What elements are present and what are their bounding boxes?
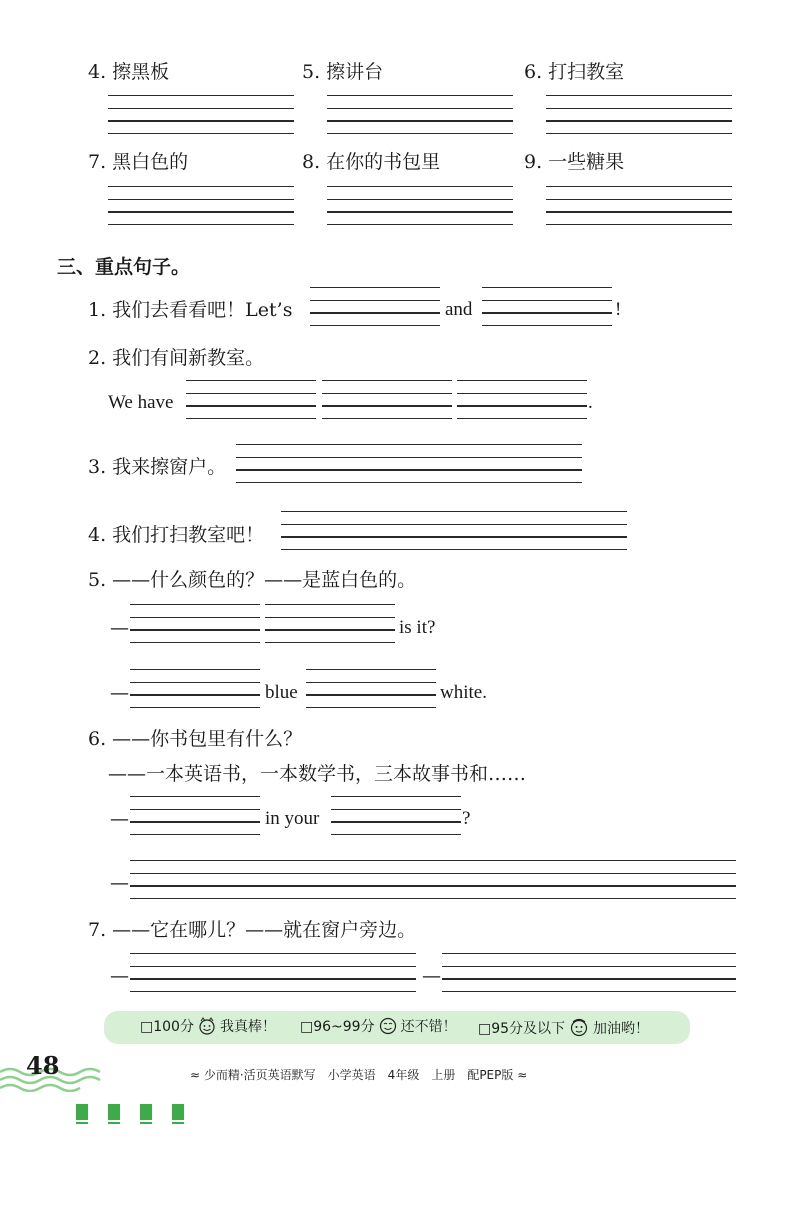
- q5-dash-1: —: [110, 617, 129, 639]
- cheer-face-icon: [568, 1017, 590, 1043]
- q1-blank-2[interactable]: [482, 287, 612, 325]
- q2-blank-3[interactable]: [457, 380, 587, 418]
- q7-dash-1: —: [110, 965, 129, 987]
- vocab-blank-5[interactable]: [327, 95, 513, 133]
- q6-blank-2[interactable]: [331, 796, 461, 834]
- score-item-100[interactable]: [140, 1017, 276, 1041]
- q1-prompt: 1. 我们去看看吧！Let’s: [88, 299, 293, 321]
- green-square-1: [76, 1104, 88, 1120]
- green-square-2: [108, 1104, 120, 1120]
- star-face-icon: [197, 1017, 217, 1041]
- vocab-blank-8[interactable]: [327, 186, 513, 224]
- q6-dash-2: —: [110, 872, 129, 894]
- q7-blank-2[interactable]: [442, 953, 736, 991]
- q4-prompt: 4. 我们打扫教室吧！: [88, 524, 265, 546]
- q6-blank-3[interactable]: [130, 860, 736, 898]
- q2-blank-2[interactable]: [322, 380, 452, 418]
- q5-dash-2: —: [110, 682, 129, 704]
- wave-decoration-icon: [0, 1060, 120, 1092]
- score-label-100: □100分: [140, 1019, 194, 1035]
- score-text-100: 我真棒！: [219, 1019, 276, 1035]
- q6-prompt: 6. ——你书包里有什么？: [88, 728, 303, 750]
- q5-blank-3[interactable]: [130, 669, 260, 707]
- vocab-blank-4[interactable]: [108, 95, 294, 133]
- q1-blank-1[interactable]: [310, 287, 440, 325]
- q5-is-it: is it?: [399, 617, 436, 638]
- footer-text: ≈ 少而精·活页英语默写 小学英语 4年级 上册 配PEP版 ≈: [190, 1068, 528, 1082]
- score-item-96[interactable]: [300, 1017, 457, 1041]
- q6-blank-1[interactable]: [130, 796, 260, 834]
- vocab-label-6: 6. 打扫教室: [524, 61, 625, 83]
- q2-end: .: [588, 392, 593, 413]
- section-heading: 三、重点句子。: [57, 256, 191, 278]
- vocab-blank-9[interactable]: [546, 186, 732, 224]
- q6-in-your: in your: [265, 808, 320, 829]
- q6-answer: ——一本英语书，一本数学书，三本故事书和……: [108, 763, 527, 785]
- vocab-label-5: 5. 擦讲台: [302, 61, 384, 83]
- q5-blue: blue: [265, 682, 298, 703]
- q2-prompt: 2. 我们有间新教室。: [88, 347, 265, 369]
- q7-prompt: 7. ——它在哪儿？——就在窗户旁边。: [88, 919, 417, 941]
- vocab-blank-6[interactable]: [546, 95, 732, 133]
- smile-face-icon: [378, 1017, 398, 1041]
- q5-prompt: 5. ——什么颜色的？——是蓝白色的。: [88, 569, 417, 591]
- q4-blank[interactable]: [281, 511, 627, 549]
- score-bar: [104, 1011, 690, 1044]
- q2-blank-1[interactable]: [186, 380, 316, 418]
- q5-blank-4[interactable]: [306, 669, 436, 707]
- q5-white: white.: [440, 682, 487, 703]
- vocab-label-4: 4. 擦黑板: [88, 61, 170, 83]
- green-square-4: [172, 1104, 184, 1120]
- score-text-96: 还不错！: [400, 1019, 457, 1035]
- q6-end: ?: [462, 808, 471, 829]
- q5-blank-1[interactable]: [130, 604, 260, 642]
- q7-dash-2: —: [422, 965, 441, 987]
- score-label-95: □95分及以下: [478, 1021, 566, 1037]
- q1-end: !: [615, 299, 622, 320]
- q6-dash-1: —: [110, 808, 129, 830]
- vocab-blank-7[interactable]: [108, 186, 294, 224]
- q7-blank-1[interactable]: [130, 953, 416, 991]
- vocab-label-7: 7. 黑白色的: [88, 151, 189, 173]
- score-text-95: 加油哟！: [593, 1021, 650, 1037]
- score-label-96: □96~99分: [300, 1019, 375, 1035]
- q1-and: and: [445, 299, 473, 320]
- q3-blank[interactable]: [236, 444, 582, 482]
- score-item-95[interactable]: [478, 1017, 649, 1043]
- q5-blank-2[interactable]: [265, 604, 395, 642]
- q3-prompt: 3. 我来擦窗户。: [88, 456, 227, 478]
- vocab-label-8: 8. 在你的书包里: [302, 151, 441, 173]
- page-number: 48: [26, 1051, 60, 1080]
- q2-we-have: We have: [108, 392, 174, 413]
- vocab-label-9: 9. 一些糖果: [524, 151, 625, 173]
- green-square-3: [140, 1104, 152, 1120]
